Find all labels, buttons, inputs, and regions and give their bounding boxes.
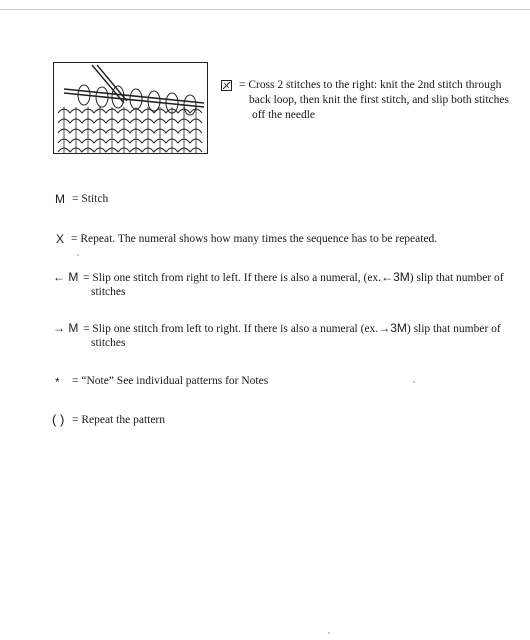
- cross-stitch-description: [239, 78, 509, 123]
- legend-symbol: X: [56, 232, 65, 246]
- cross-line-2: back loop, then knit the first stitch, and slip both stitches: [249, 94, 509, 106]
- legend-text: = Repeat. The numeral shows how many times the sequence has to be repeated.: [71, 233, 438, 245]
- legend-symbol: ← M: [53, 270, 79, 284]
- scan-speck: [413, 381, 415, 383]
- legend-text: = Repeat the pattern: [72, 414, 166, 426]
- legend-slip-right-to-left: [53, 270, 523, 302]
- legend-symbol: *: [55, 375, 60, 389]
- legend-text-line2: stitches: [91, 337, 126, 349]
- legend-example: ←3M: [381, 270, 410, 284]
- cross-stitch-symbol-icon: [221, 80, 232, 91]
- legend-text: = Stitch: [72, 193, 109, 205]
- legend-text-line1: = Slip one stitch from left to right. If there is also a numeral (ex.→3M) slip that number of: [83, 321, 501, 335]
- legend-example: →3M: [378, 321, 407, 335]
- legend-text: = “Note” See individual patterns for Notes: [72, 375, 269, 387]
- legend-text-line1: = Slip one stitch from right to left. If there is also a numeral, (ex.←3M) slip that number of: [83, 270, 504, 284]
- legend-symbol: ( ): [52, 412, 65, 427]
- top-divider: [0, 9, 530, 10]
- cross-line-1: = Cross 2 stitches to the right: knit the 2nd stitch through: [239, 79, 502, 91]
- scan-speck: [328, 632, 330, 634]
- legend-symbol: M: [55, 192, 65, 206]
- legend-symbol: → M: [53, 321, 79, 335]
- stitch-cross-drawing: [54, 63, 207, 153]
- cross-line-3: off the needle: [252, 109, 316, 121]
- scan-speck: [77, 254, 79, 256]
- knitting-illustration: [53, 62, 208, 154]
- legend-slip-left-to-right: [53, 321, 523, 353]
- legend-text-line2: stitches: [91, 286, 126, 298]
